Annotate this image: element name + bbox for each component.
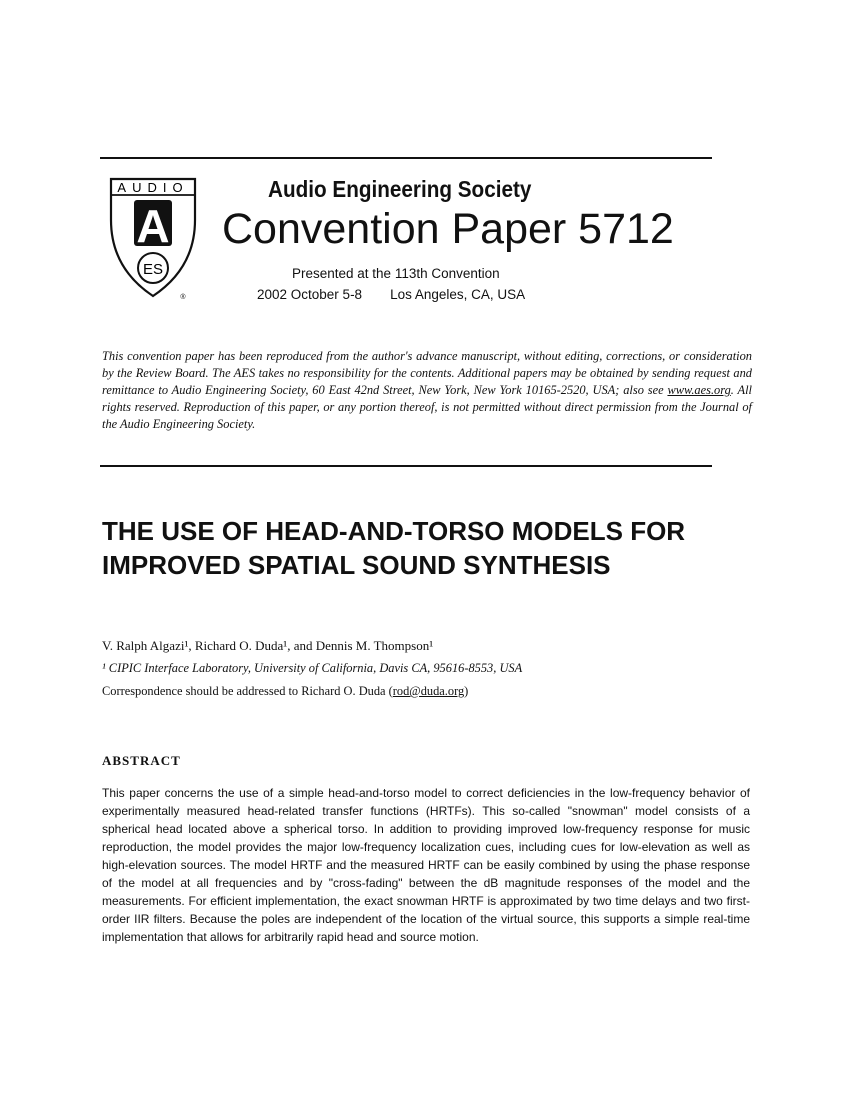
correspondence-line: [102, 684, 468, 699]
aes-logo: [108, 176, 198, 302]
logo-badge: ES: [142, 261, 164, 278]
bottom-rule: [100, 465, 712, 467]
correspondence-email-link[interactable]: rod@duda.org: [392, 684, 465, 698]
paper-title: THE USE OF HEAD-AND-TORSO MODELS FOR IMPROVED SPATIAL SOUND SYNTHESIS: [102, 516, 686, 580]
logo-top-text: AUDIO: [117, 180, 189, 195]
disclaimer-text-1: This convention paper has been reproduced from the author's advance manuscript, without editing, corrections, or consideration by the Review Board. The AES takes no responsibility for the contents. Additional papers may be obtained by sending request and remittance to Audio Engineering Society, 60 East 42nd Street, New York, New York 10165-2520, USA; also see: [102, 349, 752, 397]
affiliation: ¹ CIPIC Interface Laboratory, University of California, Davis CA, 95616-8553, USA: [102, 661, 523, 675]
correspondence-close: ): [464, 684, 469, 698]
presented-line: Presented at the 113th Convention: [292, 266, 500, 281]
date-location-line: [257, 287, 525, 302]
logo-letter: A: [136, 200, 170, 252]
abstract-heading: ABSTRACT: [102, 753, 181, 768]
convention-date: 2002 October 5-8: [257, 287, 363, 302]
correspondence-text: Correspondence should be addressed to Richard O. Duda (: [102, 684, 393, 698]
abstract-body: This paper concerns the use of a simple head-and-torso model to correct deficiencies in the low-frequency behavior of experimentally measured head-related transfer functions (HRTFs). This so-called "snowman" model consists of a spherical head located above a spherical torso. In addition to providing improved low-frequency response for music reproduction, the model provides the major low-frequency localization cues, including cues for low-elevation as well as high-elevation sources. The model HRTF and the measured HRTF can be easily combined by using the phase response of the model at all frequencies and by "cross-fading" between the dB magnitude responses of the model and the measurements. For efficient implementation, the exact snowman HRTF is approximated by two time delays and two first-order IIR filters. Because the poles are independent of the location of the virtual source, this supports a simple real-time implementation that allows for arbitrarily rapid head and source motion.: [102, 786, 750, 944]
logo-registered-mark: ®: [180, 294, 186, 301]
author-list: V. Ralph Algazi¹, Richard O. Duda¹, and Dennis M. Thompson¹: [102, 638, 434, 653]
convention-location: Los Angeles, CA, USA: [390, 287, 526, 302]
disclaimer-paragraph: [102, 348, 752, 433]
society-name: Audio Engineering Society: [268, 176, 532, 202]
aes-website-link[interactable]: www.aes.org: [667, 383, 731, 397]
paper-number-title: Convention Paper 5712: [222, 205, 674, 253]
top-rule: [100, 157, 712, 159]
disclaimer-text-2: . All rights reserved. Reproduction of this paper, or any portion thereof, is not permitted without direct permission from the Journal of the Audio Engineering Society.: [102, 383, 752, 431]
